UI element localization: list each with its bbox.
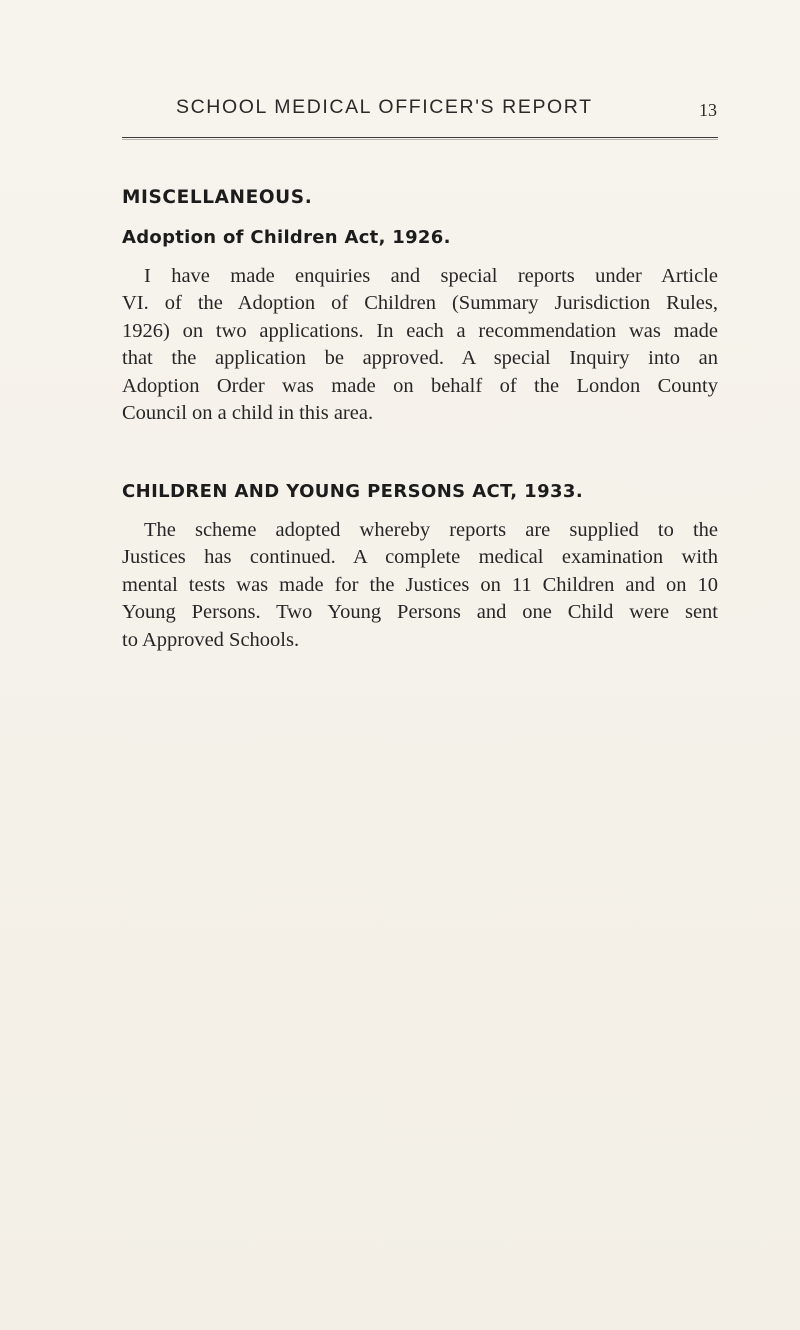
subheading-adoption-act: Adoption of Children Act, 1926.	[122, 227, 451, 248]
section-heading-children-act: CHILDREN AND YOUNG PERSONS ACT, 1933.	[122, 481, 584, 502]
paragraph-line: Justices has continued. A complete medical examination with	[122, 546, 718, 569]
page-number: 13	[699, 100, 717, 120]
section-heading-miscellaneous: MISCELLANEOUS.	[122, 187, 313, 208]
paragraph-line: Council on a child in this area.	[122, 402, 374, 425]
paragraph-line: Young Persons. Two Young Persons and one Child were sent	[122, 601, 718, 624]
paragraph-line: 1926) on two applications. In each a recommendation was made	[122, 319, 718, 342]
paragraph-children	[122, 517, 718, 654]
header-rule	[122, 137, 718, 138]
paragraph-adoption	[122, 263, 718, 427]
paragraph-line: mental tests was made for the Justices on 11 Children and on 10	[122, 573, 718, 596]
paragraph-line: that the application be approved. A special Inquiry into an	[122, 347, 718, 370]
paragraph-line: The scheme adopted whereby reports are supplied to the	[144, 519, 718, 541]
running-title: SCHOOL MEDICAL OFFICER'S REPORT	[176, 96, 593, 118]
paragraph-line: to Approved Schools.	[122, 628, 300, 651]
paragraph-line: VI. of the Adoption of Children (Summary Jurisdiction Rules,	[122, 292, 718, 315]
paragraph-line: Adoption Order was made on behalf of the London County	[122, 374, 718, 397]
paragraph-line: I have made enquiries and special reports under Article	[144, 265, 718, 287]
header-rule-shadow	[122, 139, 718, 140]
